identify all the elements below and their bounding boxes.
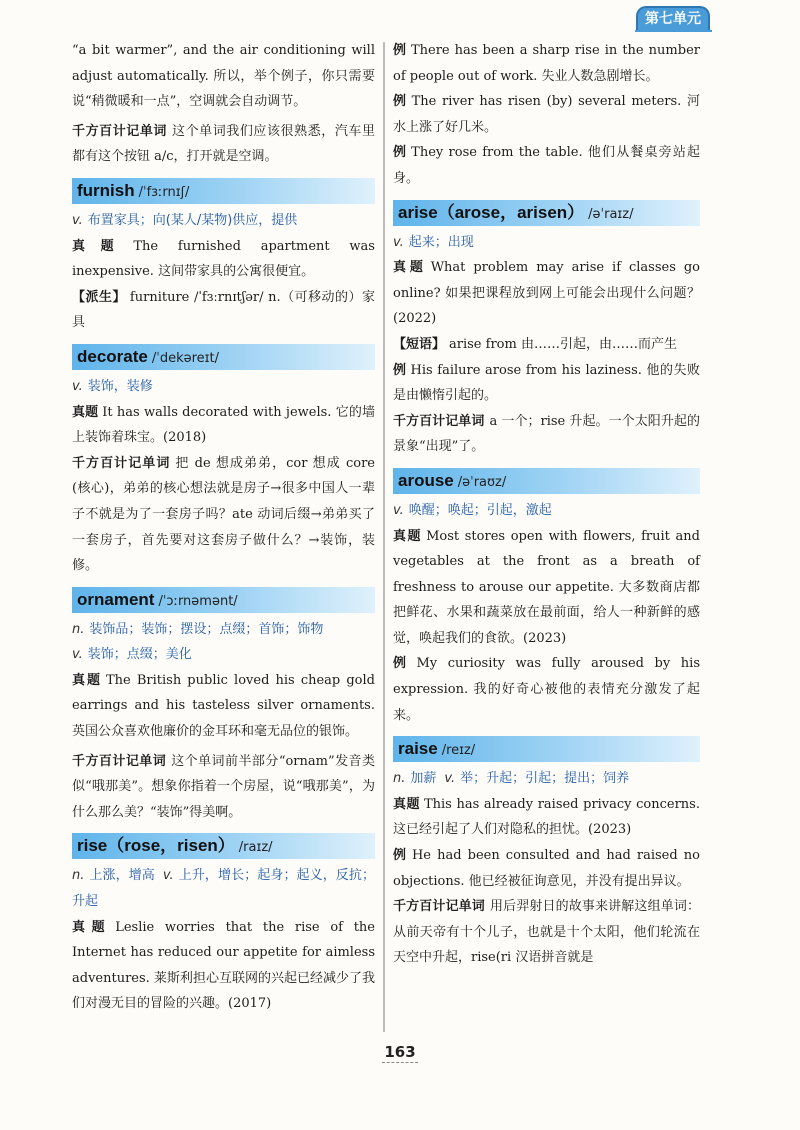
right-column xyxy=(393,38,700,971)
definition-text: 加薪 xyxy=(410,771,437,787)
mnemonic-label: 千方百计记单词 xyxy=(72,455,171,471)
headword: furnish xyxy=(77,180,135,200)
mnemonic-text: 用后羿射日的故事来讲解这组单词：从前天帝有十个儿子，也就是十个太阳，他们轮流在天空中升起，rise(ri 汉语拼音就是 xyxy=(393,899,700,966)
part-of-speech: v. xyxy=(393,234,404,250)
definition-text: 上涨，增高 xyxy=(89,868,155,884)
exam-sentence xyxy=(72,915,375,1017)
example-sentence xyxy=(393,89,700,140)
exam-label: 真题 xyxy=(393,796,420,812)
mnemonic xyxy=(393,409,700,460)
example-text: He had been consulted and had raised no objections. 他已经被征询意见，并没有提出异议。 xyxy=(393,848,700,889)
example-text: They rose from the table. 他们从餐桌旁站起身。 xyxy=(393,145,700,186)
example-label: 例 xyxy=(393,94,408,110)
definition xyxy=(72,374,375,400)
definition xyxy=(72,208,375,234)
mnemonic xyxy=(72,451,375,579)
headword: decorate xyxy=(77,346,148,366)
example-text: There has been a sharp rise in the number of people out of work. 失业人数急剧增长。 xyxy=(393,43,700,84)
phonetic: /əˈraʊz/ xyxy=(457,474,507,490)
page-number-text: 163 xyxy=(384,1043,416,1061)
mnemonic xyxy=(393,894,700,971)
left-column xyxy=(72,38,375,1017)
definition xyxy=(393,498,700,524)
intro-paragraph: “a bit warmer”, and the air conditioning will adjust automatically. 所以，举个例子，你只需要说“稍微暖和一点”，空调就会自动调节。 xyxy=(72,43,375,110)
example-label: 例 xyxy=(393,145,408,161)
exam-text: Most stores open with flowers, fruit and vegetables at the front as a breath of freshness to arouse our appetite. 大多数商店都把鲜花、水果和蔬菜放在最前面，给人一种新鲜的感觉，唤起我们的食欲。(2023) xyxy=(393,528,700,646)
definition xyxy=(72,642,375,668)
example-text: My curiosity was fully aroused by his expression. 我的好奇心被他的表情充分激发了起来。 xyxy=(393,656,700,723)
definition xyxy=(72,617,375,643)
mnemonic xyxy=(72,749,375,826)
definition-text: 装饰品；装饰；摆设；点缀；首饰；饰物 xyxy=(89,621,324,637)
definition-text: 唤醒；唤起；引起，激起 xyxy=(408,502,552,518)
mnemonic-label: 千方百计记单词 xyxy=(72,123,167,139)
mnemonic-text: a 一个；rise 升起。一个太阳升起的景象“出现”了。 xyxy=(393,413,700,455)
definition-text: 起来；出现 xyxy=(408,234,474,250)
page-number-underline xyxy=(382,1062,418,1063)
phonetic: /ˈfɜːrnɪʃ/ xyxy=(138,184,190,200)
column-divider xyxy=(383,42,385,1032)
phonetic: /əˈraɪz/ xyxy=(588,206,634,222)
exam-sentence xyxy=(393,255,700,332)
phonetic: /raɪz/ xyxy=(238,840,273,856)
entry-header-decorate xyxy=(72,344,375,370)
example-sentence xyxy=(393,38,700,89)
exam-text: The furnished apartment was inexpensive. 这间带家具的公寓很便宜。 xyxy=(72,238,375,280)
exam-label: 真题 xyxy=(72,919,112,935)
definition-text: 装饰，装修 xyxy=(87,378,153,394)
example-sentence xyxy=(393,358,700,409)
definition xyxy=(393,766,700,792)
exam-sentence xyxy=(72,400,375,451)
part-of-speech: n. xyxy=(393,771,406,787)
exam-label: 真题 xyxy=(72,238,130,254)
part-of-speech: v. xyxy=(72,647,83,663)
headword: arouse xyxy=(398,470,454,490)
definition-text: 上升，增长；起身；起义，反抗；升起 xyxy=(72,868,375,910)
exam-label: 真题 xyxy=(72,404,99,420)
mnemonic-label: 千方百计记单词 xyxy=(72,753,167,769)
phrase xyxy=(393,332,700,358)
exam-sentence xyxy=(393,792,700,843)
part-of-speech: n. xyxy=(72,868,85,884)
exam-text: It has walls decorated with jewels. 它的墙上装饰着珠宝。(2018) xyxy=(72,404,375,446)
exam-text: The British public loved his cheap gold earrings and his tasteless silver ornaments. 英国公众喜欢他廉价的金耳环和毫无品位的银饰。 xyxy=(72,672,375,740)
example-label: 例 xyxy=(393,848,408,864)
definition xyxy=(393,230,700,256)
example-text: The river has risen (by) several meters. 河水上涨了好几米。 xyxy=(393,94,700,135)
entry-header-arise xyxy=(393,200,700,226)
example-sentence xyxy=(393,140,700,191)
definition-text: 举；升起；引起；提出；饲养 xyxy=(460,771,630,787)
example-sentence xyxy=(393,651,700,728)
part-of-speech: v. xyxy=(162,868,174,884)
headword: arise（arose，arisen） xyxy=(398,202,585,222)
phrase-text: arise from 由……引起，由……而产生 xyxy=(449,336,677,352)
mnemonic-text: 这个单词我们应该很熟悉，汽车里都有这个按钮 a/c，打开就是空调。 xyxy=(72,123,375,165)
phonetic: /reɪz/ xyxy=(441,743,476,759)
entry-header-ornament xyxy=(72,587,375,613)
definition xyxy=(72,863,375,914)
mnemonic-label: 千方百计记单词 xyxy=(393,413,485,429)
derivative xyxy=(72,285,375,336)
exam-text: What problem may arise if classes go online? 如果把课程放到网上可能会出现什么问题？(2022) xyxy=(393,260,700,327)
part-of-speech: v. xyxy=(393,502,404,518)
entry-header-rise xyxy=(72,833,375,859)
example-label: 例 xyxy=(393,43,407,58)
mnemonic-text: 这个单词前半部分“ornam”发音类似“哦那美”。想象你指着一个房屋，说“哦那美”，为什么那么美？“装饰”得美啊。 xyxy=(72,753,375,820)
intro-mnemonic xyxy=(72,119,375,170)
exam-sentence xyxy=(72,668,375,745)
headword: raise xyxy=(398,739,438,759)
exam-label: 真题 xyxy=(393,528,423,544)
entry-header-arouse xyxy=(393,468,700,494)
mnemonic-label: 千方百计记单词 xyxy=(393,899,485,915)
phonetic: /ˈdekəreɪt/ xyxy=(151,350,219,366)
derivative-label: 【派生】 xyxy=(72,289,126,305)
example-label: 例 xyxy=(393,656,413,672)
derivative-text: furniture /ˈfɜːrnɪtʃər/ n.（可移动的）家具 xyxy=(72,289,375,331)
entry-header-furnish xyxy=(72,178,375,204)
unit-tab: 第七单元 xyxy=(636,6,710,30)
unit-tab-underline xyxy=(635,30,712,32)
headword: rise（rose，risen） xyxy=(77,836,235,856)
part-of-speech: v. xyxy=(72,212,83,228)
definition-text: 装饰；点缀；美化 xyxy=(87,647,192,663)
exam-sentence xyxy=(72,234,375,285)
headword: ornament xyxy=(77,589,155,609)
definition-text: 布置家具；向(某人/某物)供应，提供 xyxy=(87,212,298,228)
exam-label: 真题 xyxy=(72,672,102,688)
mnemonic-text: 把 de 想成弟弟，cor 想成 core (核心)，弟弟的核心想法就是房子→很多中国人一辈子不就是为了一套房子吗？ate 动词后缀→弟弟买了一套房子，首先要对这套房子做什么？→装饰，装修。 xyxy=(72,455,375,574)
page-number xyxy=(370,1043,430,1063)
exam-text: This has already raised privacy concerns. 这已经引起了人们对隐私的担忧。(2023) xyxy=(393,796,700,838)
phrase-label: 【短语】 xyxy=(393,336,446,352)
example-text: His failure arose from his laziness. 他的失败是由懒惰引起的。 xyxy=(393,362,700,404)
example-label: 例 xyxy=(393,362,407,378)
exam-label: 真题 xyxy=(393,260,427,276)
part-of-speech: v. xyxy=(72,378,83,394)
exam-sentence xyxy=(393,524,700,652)
example-sentence xyxy=(393,843,700,894)
part-of-speech: v. xyxy=(444,771,456,787)
exam-text: Leslie worries that the rise of the Internet has reduced our appetite for aimless adventures. 莱斯利担心互联网的兴起已经减少了我们对漫无目的冒险的兴趣。(2017) xyxy=(72,919,375,1012)
entry-header-raise xyxy=(393,736,700,762)
phonetic: /ˈɔːrnəmənt/ xyxy=(158,593,238,609)
part-of-speech: n. xyxy=(72,621,85,637)
